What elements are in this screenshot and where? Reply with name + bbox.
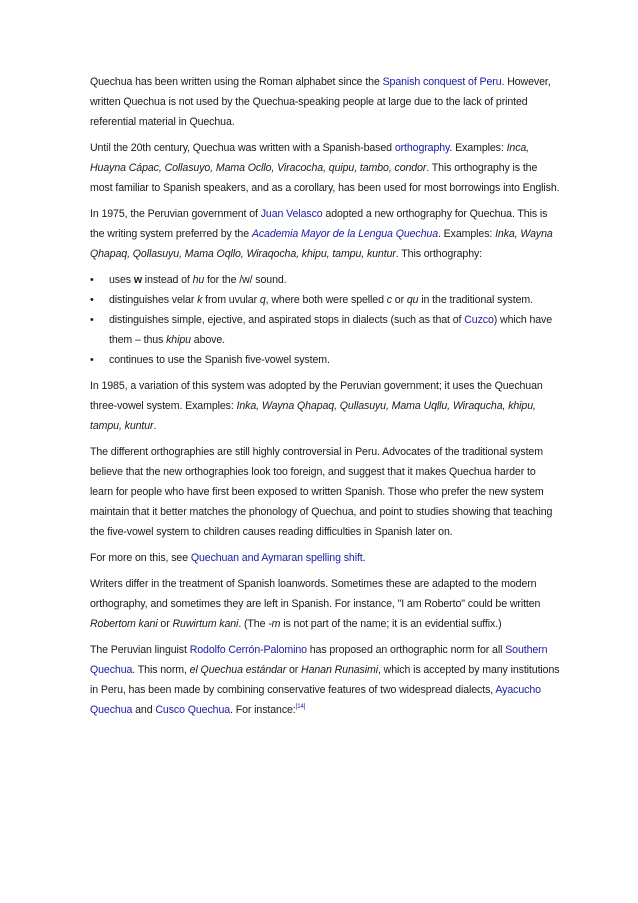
text: . bbox=[362, 552, 366, 564]
text: . Examples: bbox=[438, 228, 496, 240]
term: el Quechua estándar bbox=[189, 664, 287, 676]
text: in the traditional system. bbox=[418, 294, 533, 306]
term: qu bbox=[406, 294, 419, 306]
example: -m bbox=[268, 618, 281, 630]
text: distinguishes velar bbox=[109, 294, 198, 306]
bullet: • bbox=[90, 274, 94, 286]
text: , where both were spelled bbox=[265, 294, 387, 306]
example: Ruwirtum kani bbox=[172, 618, 239, 630]
text: distinguishes simple, ejective, and aspirated stops in dialects (such as that of bbox=[109, 314, 465, 326]
text: uses bbox=[109, 274, 134, 286]
text: or bbox=[286, 664, 302, 676]
paragraph-controversy bbox=[90, 442, 560, 542]
text: . This norm, bbox=[132, 664, 190, 676]
link-spelling-shift[interactable]: Quechuan and Aymaran spelling shift bbox=[190, 552, 363, 564]
bullet: • bbox=[90, 294, 94, 306]
reference-link[interactable]: [14] bbox=[295, 704, 306, 710]
link-ayacucho-quechua[interactable]: Ayacucho Quechua bbox=[90, 684, 541, 716]
text: For more on this, see bbox=[90, 552, 191, 564]
text: Writers differ in the treatment of Spanish loanwords. Sometimes these are adapted to the modern orthography, and sometimes they are left in Spanish. For instance, "I am Roberto" could be written bbox=[90, 578, 541, 610]
text: . This orthography is the most familiar to Spanish speakers, and as a corollary, has been used for most borrowings into English. bbox=[90, 162, 560, 194]
text: . This orthography: bbox=[395, 248, 483, 260]
term: c bbox=[386, 294, 392, 306]
article-body bbox=[90, 72, 560, 726]
link-orthography[interactable]: orthography bbox=[394, 142, 450, 154]
examples: Inca, Huayna Cápac, Collasuyo, Mama Ocllo, Viracocha, quipu, tambo, condor bbox=[90, 142, 530, 174]
link-southern-quechua[interactable]: Southern Quechua bbox=[90, 644, 548, 676]
text: In 1975, the Peruvian government of bbox=[90, 208, 261, 220]
link-cusco-quechua[interactable]: Cusco Quechua bbox=[155, 704, 231, 716]
link-cerron-palomino[interactable]: Rodolfo Cerrón-Palomino bbox=[189, 644, 307, 656]
example: Robertom kani bbox=[90, 618, 158, 630]
list-item bbox=[90, 290, 560, 310]
text: , which is accepted by many institutions in Peru, has been made by combining conservative features of two widespread dialects, bbox=[90, 664, 560, 696]
text: . For instance: bbox=[230, 704, 296, 716]
text: has proposed an orthographic norm for all bbox=[306, 644, 506, 656]
text: adopted a new orthography for Quechua. This is the writing system preferred by the bbox=[90, 208, 548, 240]
text: instead of bbox=[141, 274, 193, 286]
term: hu bbox=[192, 274, 205, 286]
text: above. bbox=[190, 334, 225, 346]
list-item bbox=[90, 310, 560, 350]
link-academia-mayor[interactable]: Academia Mayor de la Lengua Quechua bbox=[251, 228, 438, 240]
link-juan-velasco[interactable]: Juan Velasco bbox=[260, 208, 323, 220]
text: from uvular bbox=[202, 294, 260, 306]
bullet: • bbox=[90, 314, 94, 326]
paragraph-1985 bbox=[90, 376, 560, 436]
text: . However, written Quechua is not used by the Quechua-speaking people at large due to the lack of printed referential material in Quechua. bbox=[90, 76, 551, 128]
text: The Peruvian linguist bbox=[90, 644, 190, 656]
text: In 1985, a variation of this system was adopted by the Peruvian government; it uses the Quechuan three-vowel system. Examples: bbox=[90, 380, 543, 412]
term: w bbox=[133, 274, 142, 286]
text: is not part of the name; it is an evidential suffix.) bbox=[280, 618, 502, 630]
paragraph-1975 bbox=[90, 204, 560, 264]
text: for the /w/ sound. bbox=[204, 274, 287, 286]
examples: Inka, Wayna Qhapaq, Qullasuyu, Mama Uqllu, Wiraqucha, khipu, tampu, kuntur bbox=[90, 400, 536, 432]
orthography-features-list bbox=[90, 270, 560, 370]
link-cuzco[interactable]: Cuzco bbox=[464, 314, 494, 326]
text: Until the 20th century, Quechua was written with a Spanish-based bbox=[90, 142, 395, 154]
term: khipu bbox=[166, 334, 191, 346]
paragraph-see-also bbox=[90, 548, 560, 568]
text: . bbox=[153, 420, 157, 432]
bullet: • bbox=[90, 354, 94, 366]
text: . Examples: bbox=[449, 142, 507, 154]
paragraph-intro bbox=[90, 72, 560, 132]
paragraph-standard bbox=[90, 640, 560, 720]
term: Hanan Runasimi bbox=[301, 664, 378, 676]
text: or bbox=[157, 618, 173, 630]
paragraph-loanwords bbox=[90, 574, 560, 634]
text: Quechua has been written using the Roman alphabet since the bbox=[90, 76, 383, 88]
text: The different orthographies are still highly controversial in Peru. Advocates of the traditional system believe that the new orthographies look too foreign, and suggest that it makes Quechua harder to learn for people who have first been exposed to written Spanish. Those who prefer the new system maintain that it better matches the phonology of Quechua, and point to studies showing that teaching the five-vowel system to children causes reading difficulties in Spanish later on. bbox=[90, 446, 553, 538]
text: . (The bbox=[238, 618, 269, 630]
list-item bbox=[90, 350, 560, 370]
term: q bbox=[259, 294, 266, 306]
examples: Inka, Wayna Qhapaq, Qollasuyu, Mama Oqllo, Wiraqocha, khipu, tampu, kuntur bbox=[90, 228, 553, 260]
list-item bbox=[90, 270, 560, 290]
text: continues to use the Spanish five-vowel system. bbox=[109, 354, 330, 366]
text: ) which have them – thus bbox=[109, 314, 553, 346]
term: k bbox=[197, 294, 203, 306]
paragraph-20th-century bbox=[90, 138, 560, 198]
text: or bbox=[391, 294, 407, 306]
link-spanish-conquest[interactable]: Spanish conquest of Peru bbox=[382, 76, 502, 88]
text: and bbox=[132, 704, 156, 716]
